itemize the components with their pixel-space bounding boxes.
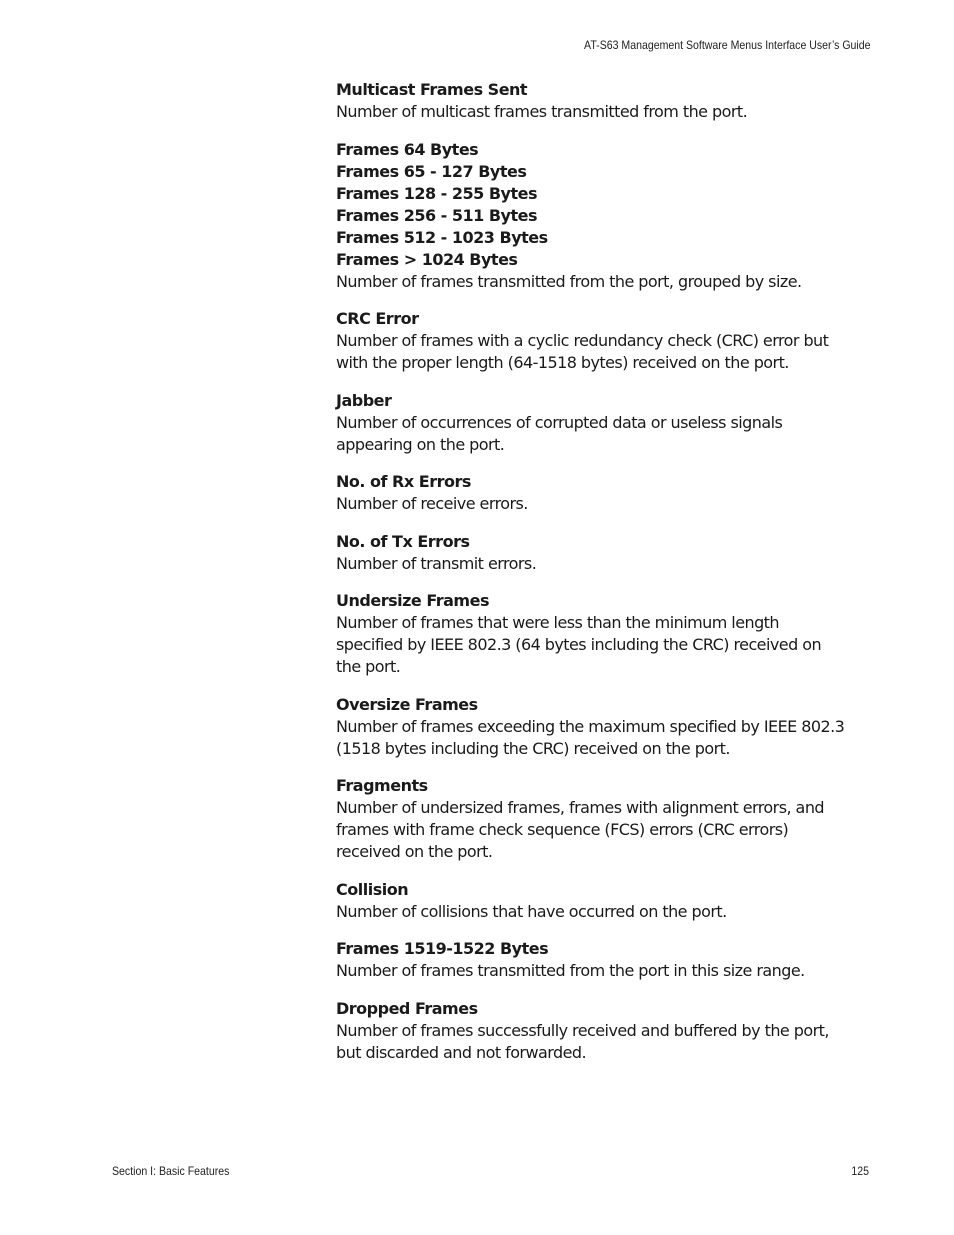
definition-description: Number of frames that were less than the minimum length specified by IEEE 802.3 (64 bytes including the CRC) received on the port. (336, 613, 822, 676)
definition-description: Number of undersized frames, frames with alignment errors, and frames with frame check sequence (FCS) errors (CRC errors) received on the port. (336, 798, 825, 861)
definition-term: Frames 65 - 127 Bytes (336, 161, 527, 181)
definition-term: CRC Error (336, 309, 419, 328)
definition-term: Frames 1519-1522 Bytes (336, 939, 549, 958)
definition-term: Frames > 1024 Bytes (336, 249, 518, 269)
definition-entry (336, 531, 846, 575)
definition-description: Number of collisions that have occurred on the port. (336, 901, 727, 921)
definition-entry (336, 79, 846, 123)
definition-entry (336, 938, 846, 982)
definition-term: Dropped Frames (336, 998, 478, 1018)
definition-description: Number of occurrences of corrupted data or useless signals appearing on the port. (336, 412, 783, 454)
running-header: AT-S63 Management Software Menus Interface User’s Guide (583, 38, 870, 52)
definition-description: Number of frames with a cyclic redundancy check (CRC) error but with the proper length (64-1518 bytes) received on the port. (336, 331, 829, 372)
definition-term: No. of Tx Errors (336, 531, 470, 551)
page-number: 125 (851, 1164, 869, 1178)
definition-entry (336, 879, 846, 923)
definition-term: Undersize Frames (336, 591, 489, 610)
definition-term: Frames 64 Bytes (336, 139, 479, 159)
footer-section-label: Section I: Basic Features (112, 1164, 230, 1178)
definition-entry (336, 390, 846, 456)
definition-description: Number of transmit errors. (336, 553, 537, 573)
definition-term: Fragments (336, 776, 428, 795)
definition-term: Jabber (336, 390, 392, 410)
definition-entry (336, 590, 846, 678)
definition-term: No. of Rx Errors (336, 472, 471, 491)
definition-term: Frames 512 - 1023 Bytes (336, 227, 548, 247)
definition-entry (336, 139, 846, 293)
definition-entry (336, 775, 846, 863)
definition-description: Number of receive errors. (336, 494, 528, 513)
definition-entry (336, 998, 846, 1064)
definition-entry (336, 308, 846, 374)
definition-entry (336, 471, 846, 515)
definition-list (336, 79, 846, 1079)
definition-description: Number of frames transmitted from the port, grouped by size. (336, 271, 802, 291)
definition-description: Number of frames transmitted from the port in this size range. (336, 961, 805, 980)
definition-term: Frames 256 - 511 Bytes (336, 205, 538, 225)
definition-description: Number of multicast frames transmitted from the port. (336, 102, 748, 121)
definition-term: Collision (336, 879, 409, 899)
definition-term: Oversize Frames (336, 694, 478, 714)
definition-description: Number of frames exceeding the maximum specified by IEEE 802.3 (1518 bytes including the CRC) received on the port. (336, 716, 845, 758)
definition-entry (336, 694, 846, 760)
definition-term: Multicast Frames Sent (336, 80, 528, 99)
definition-term: Frames 128 - 255 Bytes (336, 183, 538, 203)
definition-description: Number of frames successfully received and buffered by the port, but discarded and not forwarded. (336, 1020, 829, 1062)
